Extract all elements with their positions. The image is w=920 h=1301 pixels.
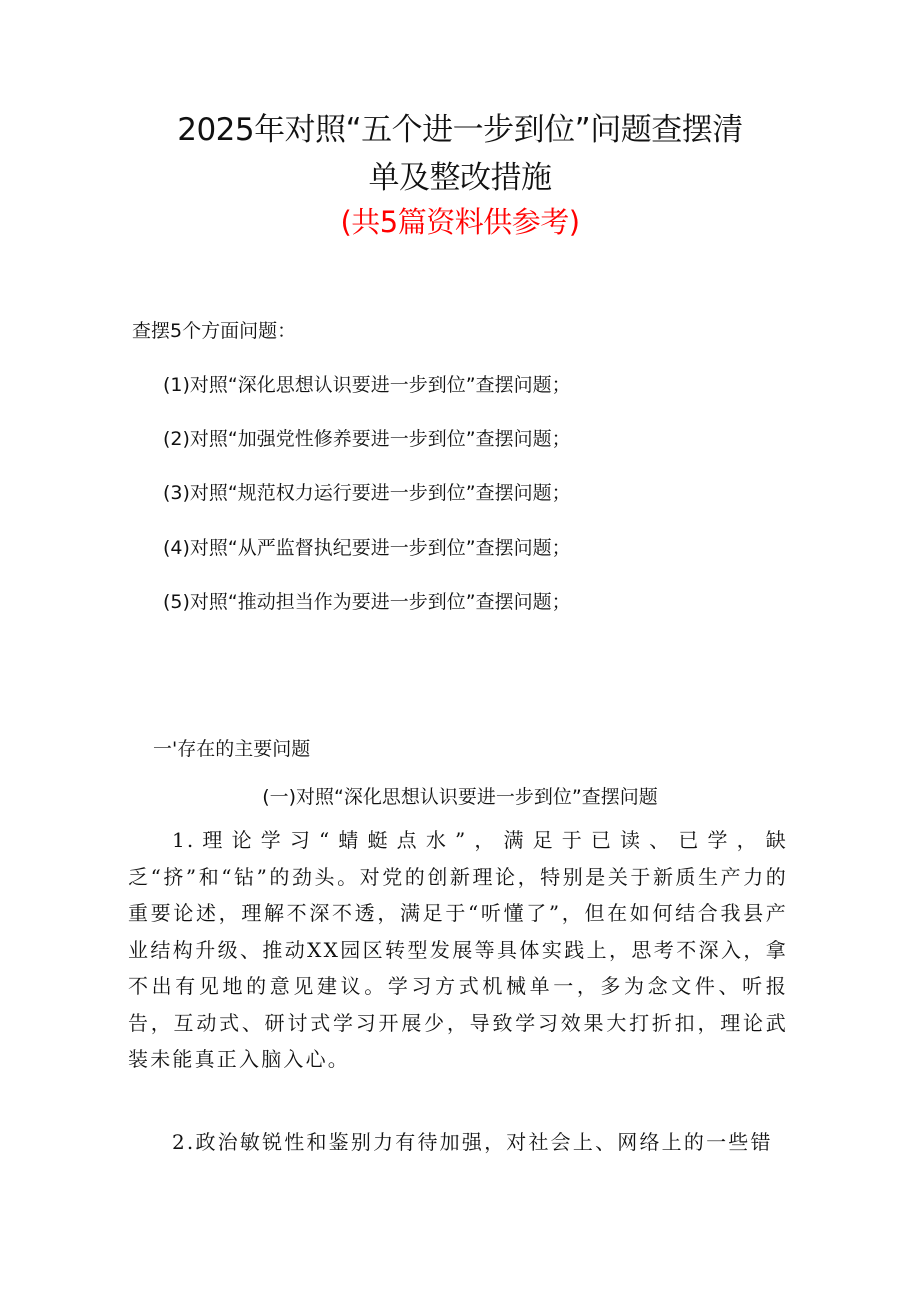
- aspect-item-2: (2)对照“加强党性修养要进一步到位”查摆问题；: [163, 428, 571, 450]
- document-title-line-1: 2025年对照“五个进一步到位”问题查摆清: [177, 112, 743, 148]
- aspect-item-1: (1)对照“深化思想认识要进一步到位”查摆问题；: [163, 374, 571, 396]
- aspects-intro: 查摆5个方面问题：: [132, 320, 297, 342]
- document-subtitle: (共5篇资料供参考): [340, 205, 580, 239]
- aspect-item-4: (4)对照“从严监督执纪要进一步到位”查摆问题；: [163, 537, 571, 559]
- document-title-line-2: 单及整改措施: [368, 160, 552, 196]
- aspect-item-5: (5)对照“推动担当作为要进一步到位”查摆问题；: [163, 591, 571, 613]
- section-heading: 一'存在的主要问题: [153, 738, 311, 760]
- body-paragraph-2: 2.政治敏锐性和鉴别力有待加强，对社会上、网络上的一些错: [172, 1130, 773, 1154]
- aspect-item-3: (3)对照“规范权力运行要进一步到位”查摆问题；: [163, 482, 571, 504]
- sub-section-heading: (一)对照“深化思想认识要进一步到位”查摆问题: [262, 786, 658, 808]
- body-paragraph-1: 1.理论学习“蜻蜓点水”，满足于已读、已学，缺乏“挤”和“钻”的劲头。对党的创新理论，特别是关于新质生产力的重要论述，理解不深不透，满足于“听懂了”，但在如何结合我县产业结构升级、推动XX园区转型发展等具体实践上，思考不深入，拿不出有见地的意见建议。学习方式机械单一，多为念文件、听报告，互动式、研讨式学习开展少，导致学习效果大打折扣，理论武装未能真正入脑入心。: [128, 828, 788, 1071]
